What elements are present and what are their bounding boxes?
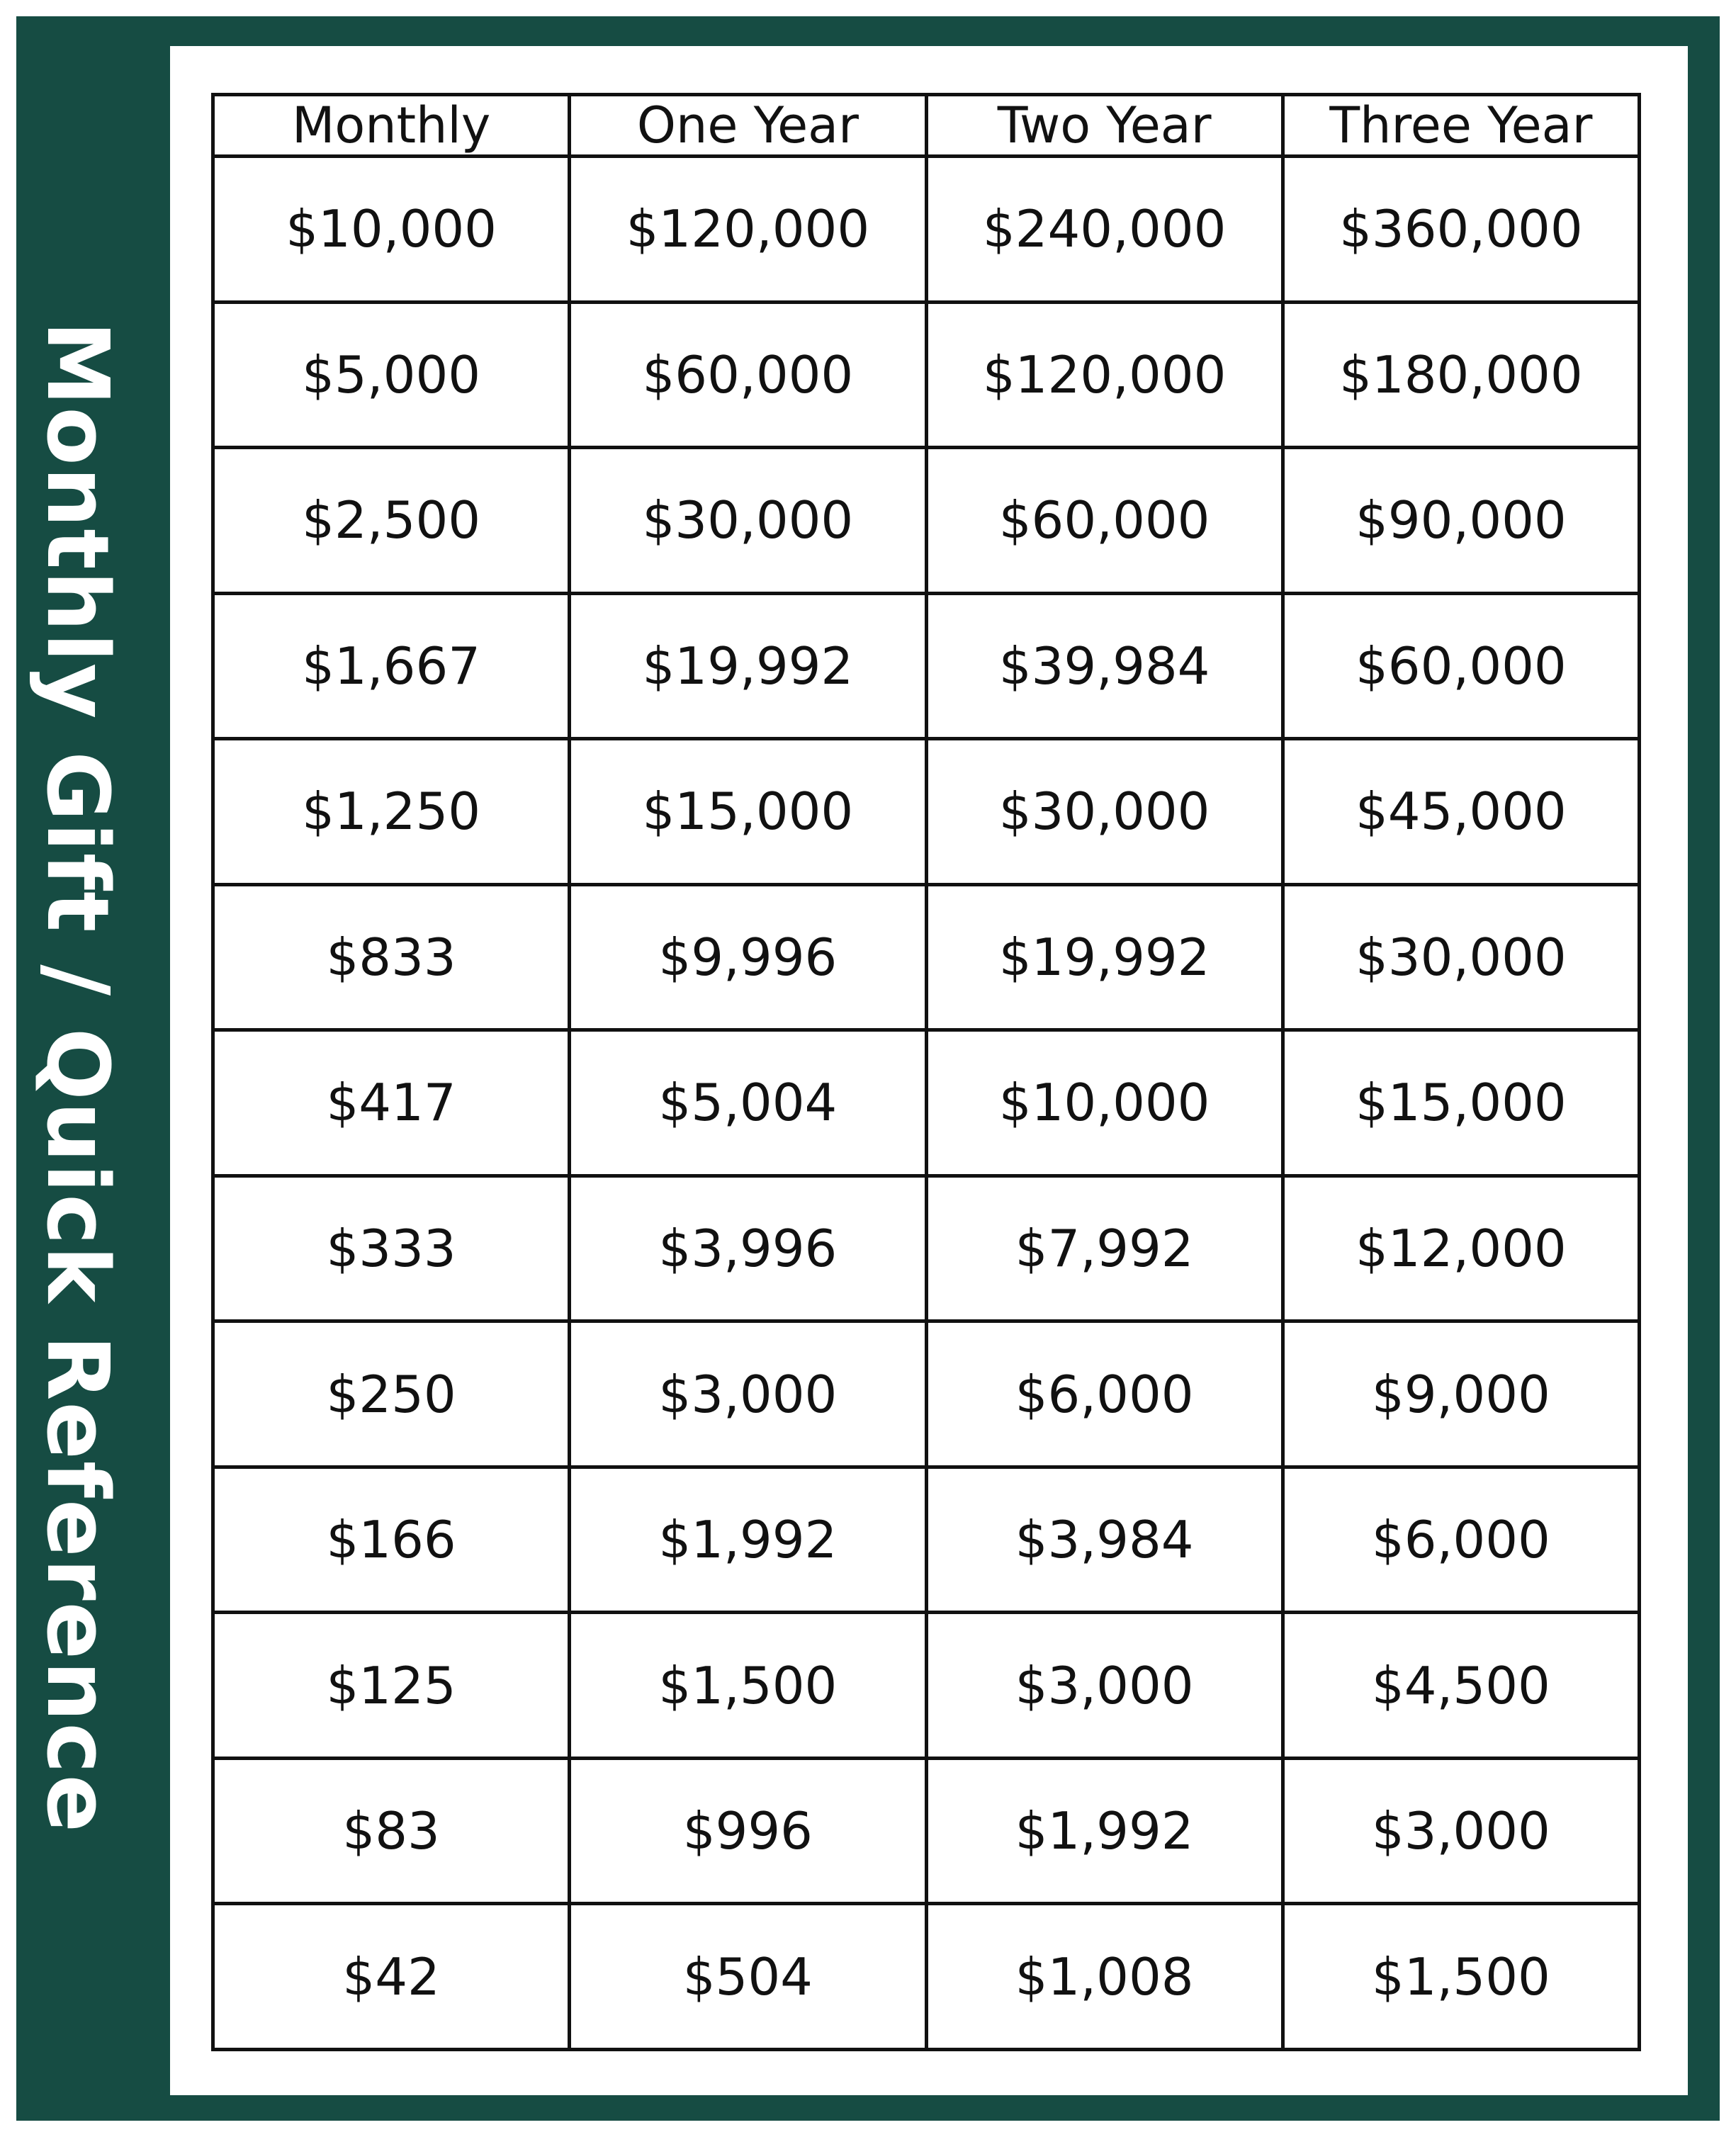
cell-two-year: $6,000 [926,1321,1283,1467]
table-row [213,593,1640,739]
cell-three-year: $15,000 [1283,1030,1639,1176]
cell-two-year: $60,000 [926,448,1283,594]
cell-two-year: $3,984 [926,1467,1283,1613]
table-row [213,739,1640,885]
header-two-year: Two Year [926,95,1283,157]
table-row [213,448,1640,594]
table-row [213,1904,1640,2050]
cell-one-year: $19,992 [570,593,926,739]
cell-one-year: $9,996 [570,884,926,1030]
cell-two-year: $39,984 [926,593,1283,739]
table-row [213,1613,1640,1759]
cell-three-year: $4,500 [1283,1613,1639,1759]
gift-reference-table [211,93,1641,2051]
table-row [213,1467,1640,1613]
cell-three-year: $12,000 [1283,1175,1639,1321]
header-row [213,95,1640,157]
cell-three-year: $30,000 [1283,884,1639,1030]
cell-one-year: $3,996 [570,1175,926,1321]
cell-monthly: $1,250 [213,739,570,885]
cell-one-year: $996 [570,1758,926,1904]
cell-monthly: $166 [213,1467,570,1613]
table-row [213,1030,1640,1176]
cell-monthly: $1,667 [213,593,570,739]
cell-one-year: $1,500 [570,1613,926,1759]
table-row [213,884,1640,1030]
table-row [213,302,1640,448]
cell-two-year: $1,008 [926,1904,1283,2050]
cell-one-year: $3,000 [570,1321,926,1467]
cell-three-year: $6,000 [1283,1467,1639,1613]
cell-two-year: $7,992 [926,1175,1283,1321]
cell-three-year: $90,000 [1283,448,1639,594]
cell-monthly: $2,500 [213,448,570,594]
cell-three-year: $60,000 [1283,593,1639,739]
table-body [213,157,1640,2050]
header-one-year: One Year [570,95,926,157]
cell-two-year: $30,000 [926,739,1283,885]
cell-one-year: $30,000 [570,448,926,594]
cell-two-year: $1,992 [926,1758,1283,1904]
cell-three-year: $9,000 [1283,1321,1639,1467]
cell-two-year: $240,000 [926,157,1283,303]
table-header [213,95,1640,157]
cell-one-year: $504 [570,1904,926,2050]
cell-one-year: $5,004 [570,1030,926,1176]
cell-monthly: $83 [213,1758,570,1904]
cell-three-year: $360,000 [1283,157,1639,303]
cell-monthly: $833 [213,884,570,1030]
cell-one-year: $1,992 [570,1467,926,1613]
cell-monthly: $42 [213,1904,570,2050]
side-title [23,213,130,1941]
side-title-text: Monthly Gift / Quick Reference [27,320,126,1834]
cell-three-year: $45,000 [1283,739,1639,885]
cell-three-year: $180,000 [1283,302,1639,448]
cell-two-year: $19,992 [926,884,1283,1030]
table-row [213,1758,1640,1904]
cell-three-year: $1,500 [1283,1904,1639,2050]
cell-monthly: $125 [213,1613,570,1759]
reference-panel [170,46,1688,2095]
table-row [213,157,1640,303]
table-row [213,1175,1640,1321]
cell-monthly: $333 [213,1175,570,1321]
cell-two-year: $3,000 [926,1613,1283,1759]
cell-two-year: $120,000 [926,302,1283,448]
cell-monthly: $10,000 [213,157,570,303]
cell-monthly: $250 [213,1321,570,1467]
header-monthly: Monthly [213,95,570,157]
table-row [213,1321,1640,1467]
cell-one-year: $15,000 [570,739,926,885]
cell-three-year: $3,000 [1283,1758,1639,1904]
cell-one-year: $60,000 [570,302,926,448]
header-three-year: Three Year [1283,95,1639,157]
cell-one-year: $120,000 [570,157,926,303]
cell-two-year: $10,000 [926,1030,1283,1176]
cell-monthly: $5,000 [213,302,570,448]
cell-monthly: $417 [213,1030,570,1176]
